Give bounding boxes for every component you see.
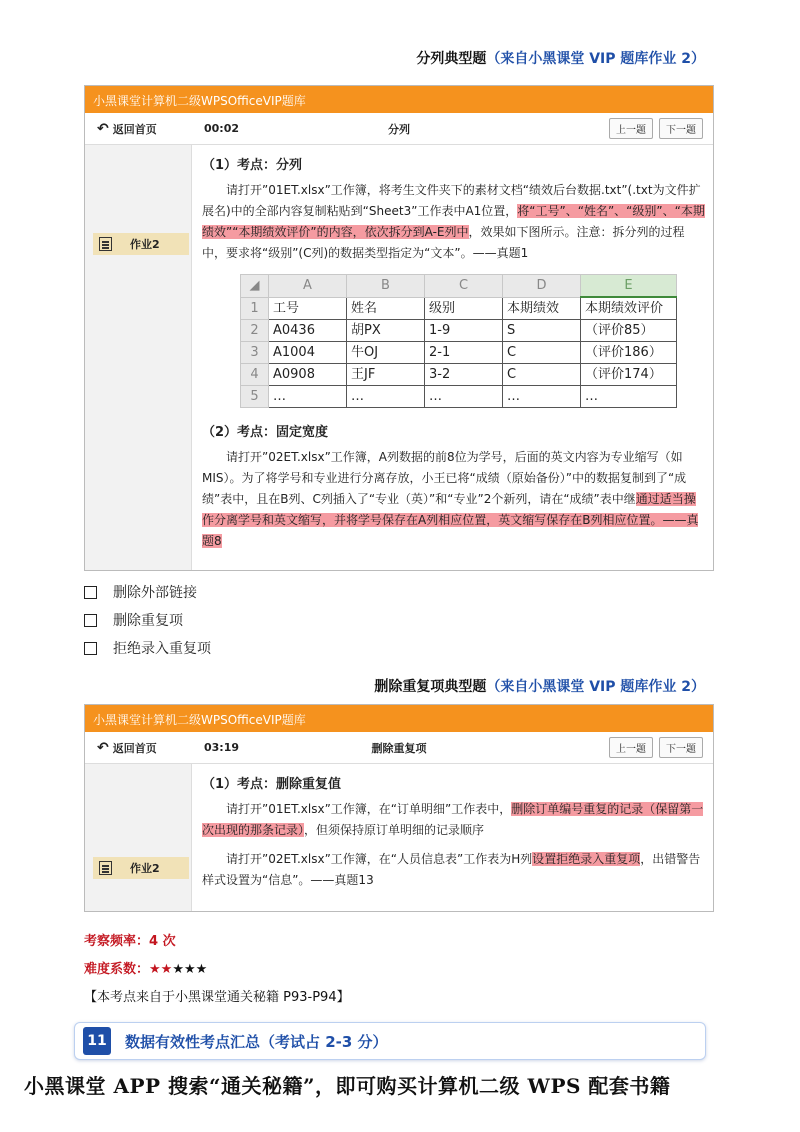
table-cell: 本期绩效 xyxy=(503,297,581,320)
table-cell: S xyxy=(503,320,581,342)
exam-frequency: 考察频率：4 次 xyxy=(84,934,176,949)
timer: 03:19 xyxy=(204,741,240,754)
question-panel-split xyxy=(84,85,714,571)
table-cell: 胡PX xyxy=(347,320,425,342)
checklist-item[interactable]: 删除外部链接 xyxy=(84,578,211,606)
checklist-item[interactable]: 拒绝录入重复项 xyxy=(84,634,211,662)
homework-tab[interactable] xyxy=(93,233,189,255)
table-cell: 姓名 xyxy=(347,297,425,320)
next-question-button[interactable]: 下一题 xyxy=(659,118,703,139)
table-cell: 本期绩效评价 xyxy=(581,297,677,320)
table-cell: （评价186） xyxy=(581,342,677,364)
point2-title: （2）考点：固定宽度 xyxy=(202,425,329,440)
column-header: C xyxy=(425,275,503,298)
point1-title: （1）考点：分列 xyxy=(202,158,303,173)
question-content xyxy=(192,764,713,911)
document-icon xyxy=(99,861,112,875)
question-text-2: 请打开”02ET.xlsx”工作簿，在“人员信息表”工作表为H列设置拒绝录入重复项，出错警告样式设置为“信息”。——真题13 xyxy=(202,852,701,887)
document-icon xyxy=(99,237,112,251)
checkbox-icon xyxy=(84,586,97,599)
prev-question-button[interactable]: 上一题 xyxy=(609,737,653,758)
table-cell: 1-9 xyxy=(425,320,503,342)
timer: 00:02 xyxy=(204,122,240,135)
table-cell: C xyxy=(503,364,581,386)
table-cell: A1004 xyxy=(269,342,347,364)
panel-header: 小黑课堂计算机二级WPSOfficeVIP题库 xyxy=(85,705,713,732)
question-title: 分列 xyxy=(388,122,410,136)
summary-number-badge: 11 xyxy=(83,1027,111,1055)
table-cell: C xyxy=(503,342,581,364)
table-cell: 牛OJ xyxy=(347,342,425,364)
panel-toolbar xyxy=(85,113,713,145)
footer-banner: 小黑课堂 APP 搜索“通关秘籍”，即可购买计算机二级 WPS 配套书籍 xyxy=(24,1074,671,1098)
table-row: 1 工号 姓名 级别 本期绩效 本期绩效评价 xyxy=(241,297,677,320)
column-header: D xyxy=(503,275,581,298)
question-panel-dedup xyxy=(84,704,714,912)
question-title: 删除重复项 xyxy=(371,741,427,755)
next-question-button[interactable]: 下一题 xyxy=(659,737,703,758)
table-cell: （评价174） xyxy=(581,364,677,386)
summary-heading xyxy=(74,1022,706,1060)
question-content xyxy=(192,145,713,570)
homework-tab[interactable] xyxy=(93,857,189,879)
back-arrow-icon: ↶ xyxy=(97,120,109,137)
section2-title xyxy=(374,676,705,696)
section1-title xyxy=(416,48,705,68)
table-row: 3 A1004 牛OJ 2-1 C （评价186） xyxy=(241,342,677,364)
table-row: 2 A0436 胡PX 1-9 S （评价85） xyxy=(241,320,677,342)
table-cell: （评价85） xyxy=(581,320,677,342)
highlight: 通过适当操作分离学号和英文缩写，并将学号保存在A列相应位置，英文缩写保存在B列相应位置。——真题8 xyxy=(202,492,699,548)
column-header: E xyxy=(581,275,677,298)
checkbox-icon xyxy=(84,642,97,655)
table-cell: … xyxy=(425,386,503,408)
panel-header: 小黑课堂计算机二级WPSOfficeVIP题库 xyxy=(85,86,713,113)
section1-title-prefix: 分列典型题 xyxy=(416,51,487,67)
sidebar xyxy=(85,145,192,570)
back-arrow-icon: ↶ xyxy=(97,739,109,756)
question-text-1: 请打开”01ET.xlsx”工作簿，在“订单明细”工作表中，删除订单编号重复的记录（保留第一次出现的那条记录），但须保持原订单明细的记录顺序 xyxy=(202,802,704,837)
sidebar xyxy=(85,764,192,911)
table-row: 5 … … … … … xyxy=(241,386,677,408)
difficulty-rating: 难度系数：★★★★★ xyxy=(84,962,208,977)
table-cell: 2-1 xyxy=(425,342,503,364)
section2-title-source: （来自小黑课堂 VIP 题库作业 2） xyxy=(486,679,705,695)
point1-text: 请打开”01ET.xlsx”工作簿，将考生文件夹下的素材文档“绩效后台数据.txt”(.txt为文件扩展名)中的全部内容复制粘贴到“Sheet3”工作表中A1位置，将“工号”、“姓名”、“级别”、“本期绩效”“本期绩效评价”的内容，依次拆分到A-E列中，效果如下图所示。注意：拆分列的过程中，要求将“级别”(C列)的数据类型指定为“文本”。——真题1 xyxy=(202,183,705,260)
table-cell: A0908 xyxy=(269,364,347,386)
back-home-label: 返回首页 xyxy=(112,122,157,136)
section1-title-source: （来自小黑课堂 VIP 题库作业 2） xyxy=(486,51,705,67)
highlight: 将“工号”、“姓名”、“级别”、“本期绩效”“本期绩效评价”的内容，依次拆分到A-E列中 xyxy=(202,204,705,239)
table-cell: 工号 xyxy=(269,297,347,320)
table-row: 4 A0908 王JF 3-2 C （评价174） xyxy=(241,364,677,386)
summary-title: 数据有效性考点汇总（考试占 2-3 分） xyxy=(125,1032,388,1051)
table-cell: … xyxy=(581,386,677,408)
sheet-corner: ◢ xyxy=(241,275,269,298)
checklist-item[interactable]: 删除重复项 xyxy=(84,606,211,634)
star-icon: ★★★ xyxy=(172,962,208,977)
point2-text: 请打开”02ET.xlsx”工作簿，A列数据的前8位为学号，后面的英文内容为专业缩写（如MIS）。为了将学号和专业进行分离存放，小王已将“成绩（原始备份）”中的数据复制到了“成绩”表中，且在B列、C列插入了“专业（英）”和“专业”2个新列，请在“成绩”表中继通过适当操作分离学号和英文缩写，并将学号保存在A列相应位置，英文缩写保存在B列相应位置。——真题8 xyxy=(202,450,699,548)
star-icon: ★★ xyxy=(149,962,173,977)
table-cell: … xyxy=(503,386,581,408)
back-home-label: 返回首页 xyxy=(112,741,157,755)
table-cell: … xyxy=(347,386,425,408)
column-header: B xyxy=(347,275,425,298)
table-cell: A0436 xyxy=(269,320,347,342)
section2-title-prefix: 删除重复项典型题 xyxy=(374,679,487,695)
back-home-button[interactable] xyxy=(85,740,192,756)
table-cell: 级别 xyxy=(425,297,503,320)
back-home-button[interactable] xyxy=(85,121,192,137)
panel-toolbar xyxy=(85,732,713,764)
point1-title: （1）考点：删除重复值 xyxy=(202,777,342,792)
highlight: 删除订单编号重复的记录（保留第一次出现的那条记录） xyxy=(202,802,704,837)
homework-label: 作业2 xyxy=(130,238,160,251)
table-cell: 王JF xyxy=(347,364,425,386)
table-cell: … xyxy=(269,386,347,408)
highlight: 设置拒绝录入重复项 xyxy=(532,852,641,866)
checklist xyxy=(84,578,211,662)
checkbox-icon xyxy=(84,614,97,627)
homework-label: 作业2 xyxy=(130,862,160,875)
prev-question-button[interactable]: 上一题 xyxy=(609,118,653,139)
reference-note: 【本考点来自于小黑课堂通关秘籍 P93-P94】 xyxy=(84,990,350,1005)
column-header: A xyxy=(269,275,347,298)
spreadsheet-preview xyxy=(240,274,705,408)
table-cell: 3-2 xyxy=(425,364,503,386)
